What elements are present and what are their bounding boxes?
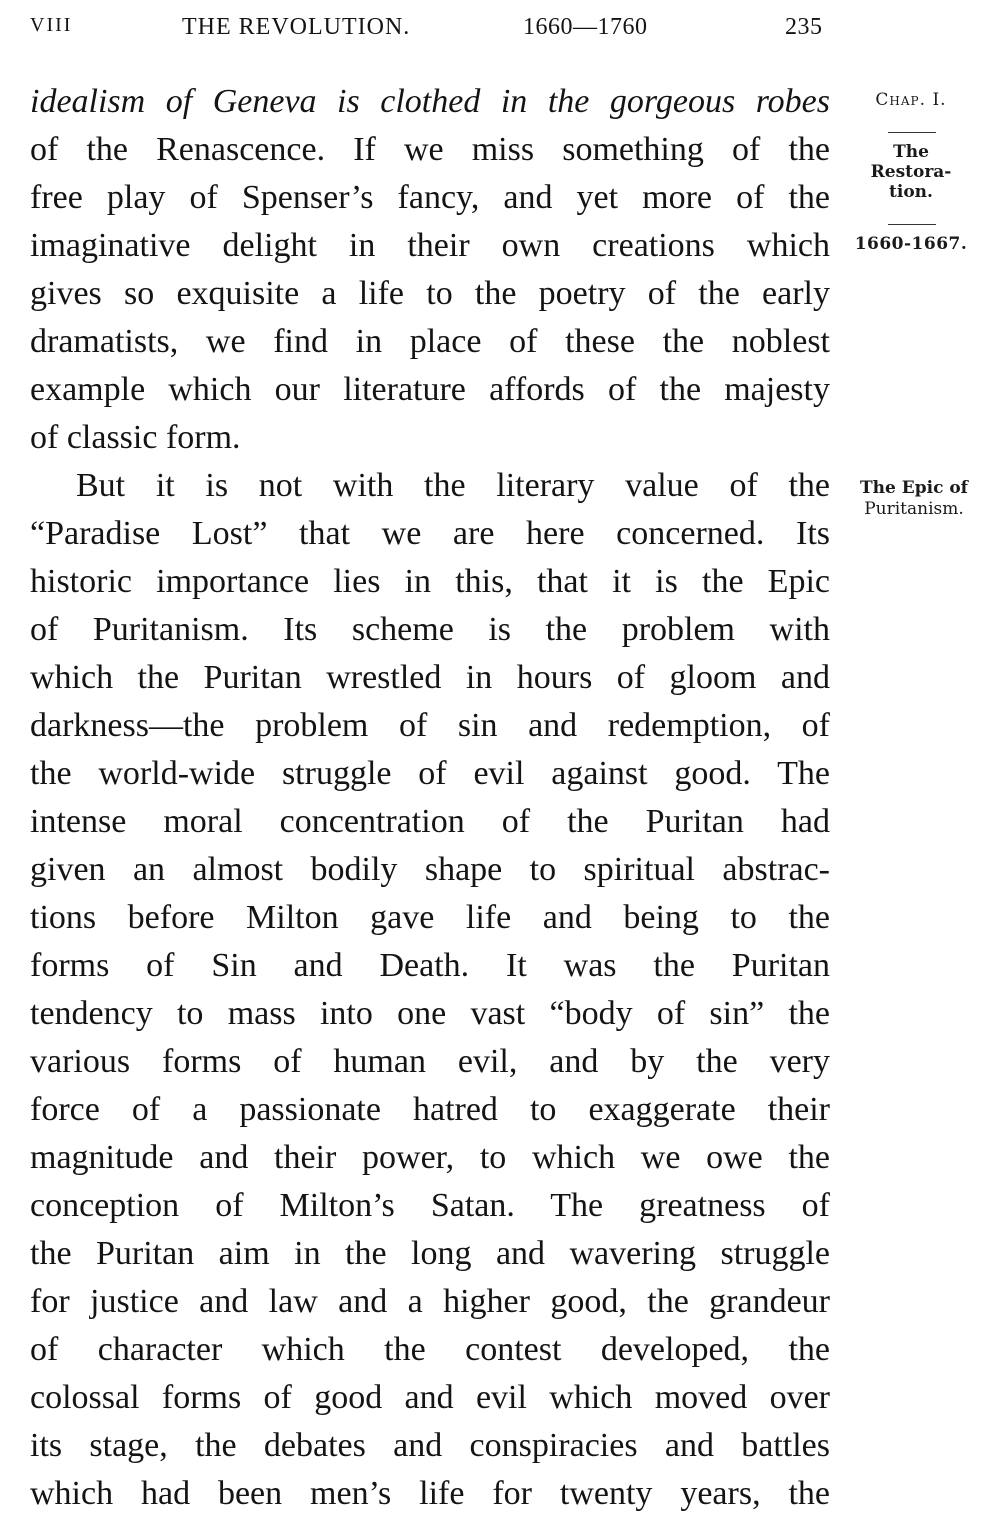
text-line: magnitude and their power, to which we owe the <box>30 1139 830 1176</box>
text-line: idealism of Geneva is clothed in the gorgeous robes <box>30 83 830 120</box>
margin-epic-line: Puritanism. <box>864 499 964 519</box>
text-line: which the Puritan wrestled in hours of gloom and <box>30 659 830 696</box>
text-line: imaginative delight in their own creations which <box>30 227 830 264</box>
margin-topic-line: The <box>893 142 929 162</box>
text-line: darkness—the problem of sin and redemption, of <box>30 707 830 744</box>
text-line: “Paradise Lost” that we are here concerned. Its <box>30 515 830 552</box>
margin-chapter: Chap. I. <box>875 90 947 110</box>
text-line: historic importance lies in this, that it is the Epic <box>30 563 830 600</box>
margin-dates: 1660-1667. <box>854 234 968 254</box>
text-line: which had been men’s life for twenty years, the <box>30 1475 830 1512</box>
text-line: tendency to mass into one vast “body of sin” the <box>30 995 830 1032</box>
text-line: the world-wide struggle of evil against good. The <box>30 755 830 792</box>
running-title: THE REVOLUTION. <box>182 14 411 40</box>
text-line: But it is not with the literary value of the <box>76 467 830 504</box>
text-line: conception of Milton’s Satan. The greatness of <box>30 1187 830 1224</box>
text-line: free play of Spenser’s fancy, and yet more of the <box>30 179 830 216</box>
text-line: example which our literature affords of the majesty <box>30 371 830 408</box>
text-line: its stage, the debates and conspiracies and battles <box>30 1427 830 1464</box>
text-line: tions before Milton gave life and being to the <box>30 899 830 936</box>
text-line: of classic form. <box>30 419 241 456</box>
text-line: forms of Sin and Death. It was the Puritan <box>30 947 830 984</box>
paragraph <box>30 78 830 462</box>
text-line: intense moral concentration of the Puritan had <box>30 803 830 840</box>
margin-topic-line: Restora- <box>870 162 952 182</box>
text-line: of character which the contest developed, the <box>30 1331 830 1368</box>
text-line: given an almost bodily shape to spiritual abstrac- <box>30 851 830 888</box>
body-text <box>30 78 830 1518</box>
page-number: 235 <box>785 14 823 40</box>
margin-rule <box>888 132 936 133</box>
paragraph <box>30 462 830 1518</box>
chapter-numeral: VIII <box>30 14 73 36</box>
text-line: the Puritan aim in the long and wavering struggle <box>30 1235 830 1272</box>
text-line: of the Renascence. If we miss something of the <box>30 131 830 168</box>
text-line: dramatists, we find in place of these the noblest <box>30 323 830 360</box>
text-line: for justice and law and a higher good, the grandeur <box>30 1283 830 1320</box>
margin-epic-line: The Epic of <box>860 478 968 498</box>
running-header <box>30 14 830 44</box>
text-line: force of a passionate hatred to exaggerate their <box>30 1091 830 1128</box>
margin-rule <box>888 224 936 225</box>
text-line: various forms of human evil, and by the very <box>30 1043 830 1080</box>
text-line: gives so exquisite a life to the poetry of the early <box>30 275 830 312</box>
text-line: of Puritanism. Its scheme is the problem with <box>30 611 830 648</box>
running-years: 1660—1760 <box>523 14 648 40</box>
margin-topic <box>846 142 976 202</box>
margin-epic-note <box>840 478 988 520</box>
text-line: colossal forms of good and evil which moved over <box>30 1379 830 1416</box>
margin-topic-line: tion. <box>889 182 933 202</box>
